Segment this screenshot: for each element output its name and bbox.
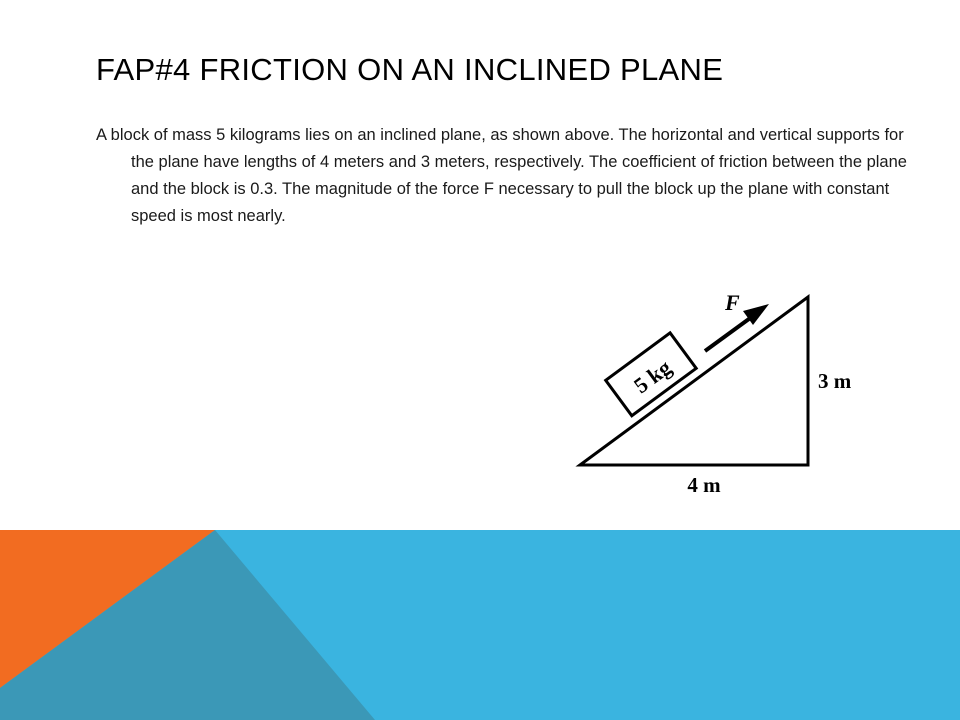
block [606, 333, 697, 416]
problem-text: A block of mass 5 kilograms lies on an inclined plane, as shown above. The horizontal and vertical supports for the plane have lengths of 4 meters and 3 meters, respectively. The coefficient of friction between the plane and the block is 0.3. The magnitude of the force F necessary to pull the block up the plane with constant speed is most nearly. [96, 126, 907, 225]
vertical-support-label: 3 m [818, 369, 852, 393]
inclined-plane-diagram [560, 280, 880, 510]
block-label: 5 kg [629, 354, 676, 399]
slide-title: FAP#4 FRICTION ON AN INCLINED PLANE [96, 52, 724, 87]
footer-decoration [0, 530, 960, 720]
force-label: F [725, 290, 740, 315]
horizontal-support-label: 4 m [687, 473, 721, 497]
